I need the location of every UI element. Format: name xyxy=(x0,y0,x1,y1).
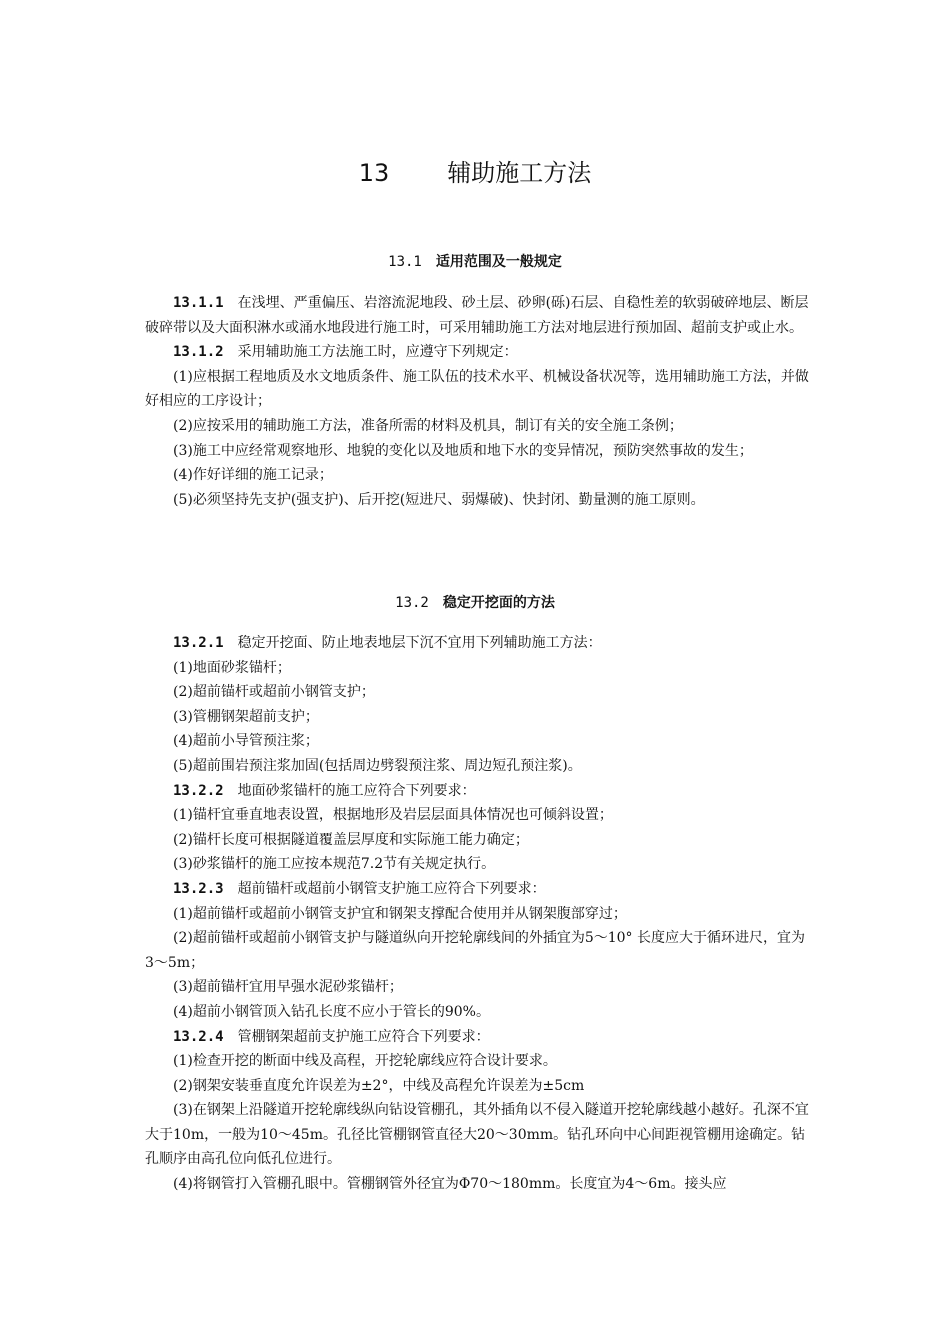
clause-number: 13.2.3 xyxy=(173,880,224,897)
clause-number: 13.2.4 xyxy=(173,1028,224,1045)
section-name: 稳定开挖面的方法 xyxy=(442,595,555,611)
clause-paragraph: 13.2.3 超前锚杆或超前小钢管支护施工应符合下列要求： xyxy=(173,880,546,897)
section-title xyxy=(0,593,950,613)
list-item: (1)检查开挖的断面中线及高程，开挖轮廓线应符合设计要求。 xyxy=(173,1053,557,1070)
clause-number: 13.1.2 xyxy=(173,344,224,361)
clause-paragraph: 13.2.2 地面砂浆锚杆的施工应符合下列要求： xyxy=(173,782,476,799)
list-item: (5)必须坚持先支护(强支护)、后开挖(短进尺、弱爆破)、快封闭、勤量测的施工原则。 xyxy=(173,491,705,508)
section-body xyxy=(145,631,809,1197)
chapter-name: 辅助施工方法 xyxy=(447,159,592,187)
clause-number: 13.2.2 xyxy=(173,782,224,799)
list-item: (4)超前小钢管顶入钻孔长度不应小于管长的90%。 xyxy=(173,1003,490,1020)
list-item: (1)地面砂浆锚杆； xyxy=(173,659,291,676)
list-item: (2)锚杆长度可根据隧道覆盖层厚度和实际施工能力确定； xyxy=(173,831,529,848)
list-item: (2)超前锚杆或超前小钢管支护与隧道纵向开挖轮廓线间的外插宜为5～10° 长度应大于循环进尺，宜为3～5m； xyxy=(145,930,806,971)
section-title xyxy=(0,252,950,272)
list-item: (3)砂浆锚杆的施工应按本规范7.2节有关规定执行。 xyxy=(173,856,496,873)
section-number: 13.1 xyxy=(388,254,422,270)
list-item: (1)锚杆宜垂直地表设置，根据地形及岩层层面具体情况也可倾斜设置； xyxy=(173,807,613,824)
section-number: 13.2 xyxy=(395,595,429,611)
list-item: (5)超前围岩预注浆加固(包括周边劈裂预注浆、周边短孔预注浆)。 xyxy=(173,757,582,774)
list-item: (3)在钢架上沿隧道开挖轮廓线纵向钻设管棚孔，其外插角以不侵入隧道开挖轮廓线越小越好。孔深不宜大于10m，一般为10～45m。孔径比管棚钢管直径大20～30mm。钻孔环向中心间距视管棚用途确定。钻孔顺序由高孔位向低孔位进行。 xyxy=(145,1102,809,1168)
list-item: (4)作好详细的施工记录； xyxy=(173,467,333,484)
section-name: 适用范围及一般规定 xyxy=(435,254,562,270)
list-item: (2)钢架安装垂直度允许误差为±2°，中线及高程允许误差为±5cm xyxy=(173,1077,585,1094)
clause-paragraph: 13.1.1 在浅埋、严重偏压、岩溶流泥地段、砂土层、砂卵(砾)石层、自稳性差的软弱破碎地层、断层破碎带以及大面积淋水或涌水地段进行施工时，可采用辅助施工方法对地层进行预加固、超前支护或止水。 xyxy=(145,295,809,336)
clause-number: 13.2.1 xyxy=(173,635,224,651)
list-item: (3)管棚钢架超前支护； xyxy=(173,708,319,725)
list-item: (4)超前小导管预注浆； xyxy=(173,733,319,750)
chapter-number: 13 xyxy=(358,159,390,187)
clause-paragraph: 13.2.1 稳定开挖面、防止地表地层下沉不宜用下列辅助施工方法： xyxy=(173,635,602,651)
list-item: (1)超前锚杆或超前小钢管支护宜和钢架支撑配合使用并从钢架腹部穿过； xyxy=(173,905,627,922)
list-item: (2)应按采用的辅助施工方法，准备所需的材料及机具，制订有关的安全施工条例； xyxy=(173,417,683,434)
list-item: (1)应根据工程地质及水文地质条件、施工队伍的技术水平、机械设备状况等，选用辅助施工方法，并做好相应的工序设计； xyxy=(145,368,809,410)
clause-paragraph: 13.2.4 管棚钢架超前支护施工应符合下列要求： xyxy=(173,1028,490,1045)
clause-number: 13.1.1 xyxy=(173,295,224,311)
list-item: (3)超前锚杆宜用早强水泥砂浆锚杆； xyxy=(173,979,403,996)
list-item: (2)超前锚杆或超前小钢管支护； xyxy=(173,684,375,701)
list-item: (3)施工中应经常观察地形、地貌的变化以及地质和地下水的变异情况，预防突然事故的发生； xyxy=(173,442,753,459)
list-item: (4)将钢管打入管棚孔眼中。管棚钢管外径宜为Φ70～180mm。长度宜为4～6m。接头应 xyxy=(173,1176,727,1193)
clause-paragraph: 13.1.2 采用辅助施工方法施工时，应遵守下列规定： xyxy=(173,344,518,361)
section-body xyxy=(145,291,809,512)
chapter-title xyxy=(0,156,950,190)
